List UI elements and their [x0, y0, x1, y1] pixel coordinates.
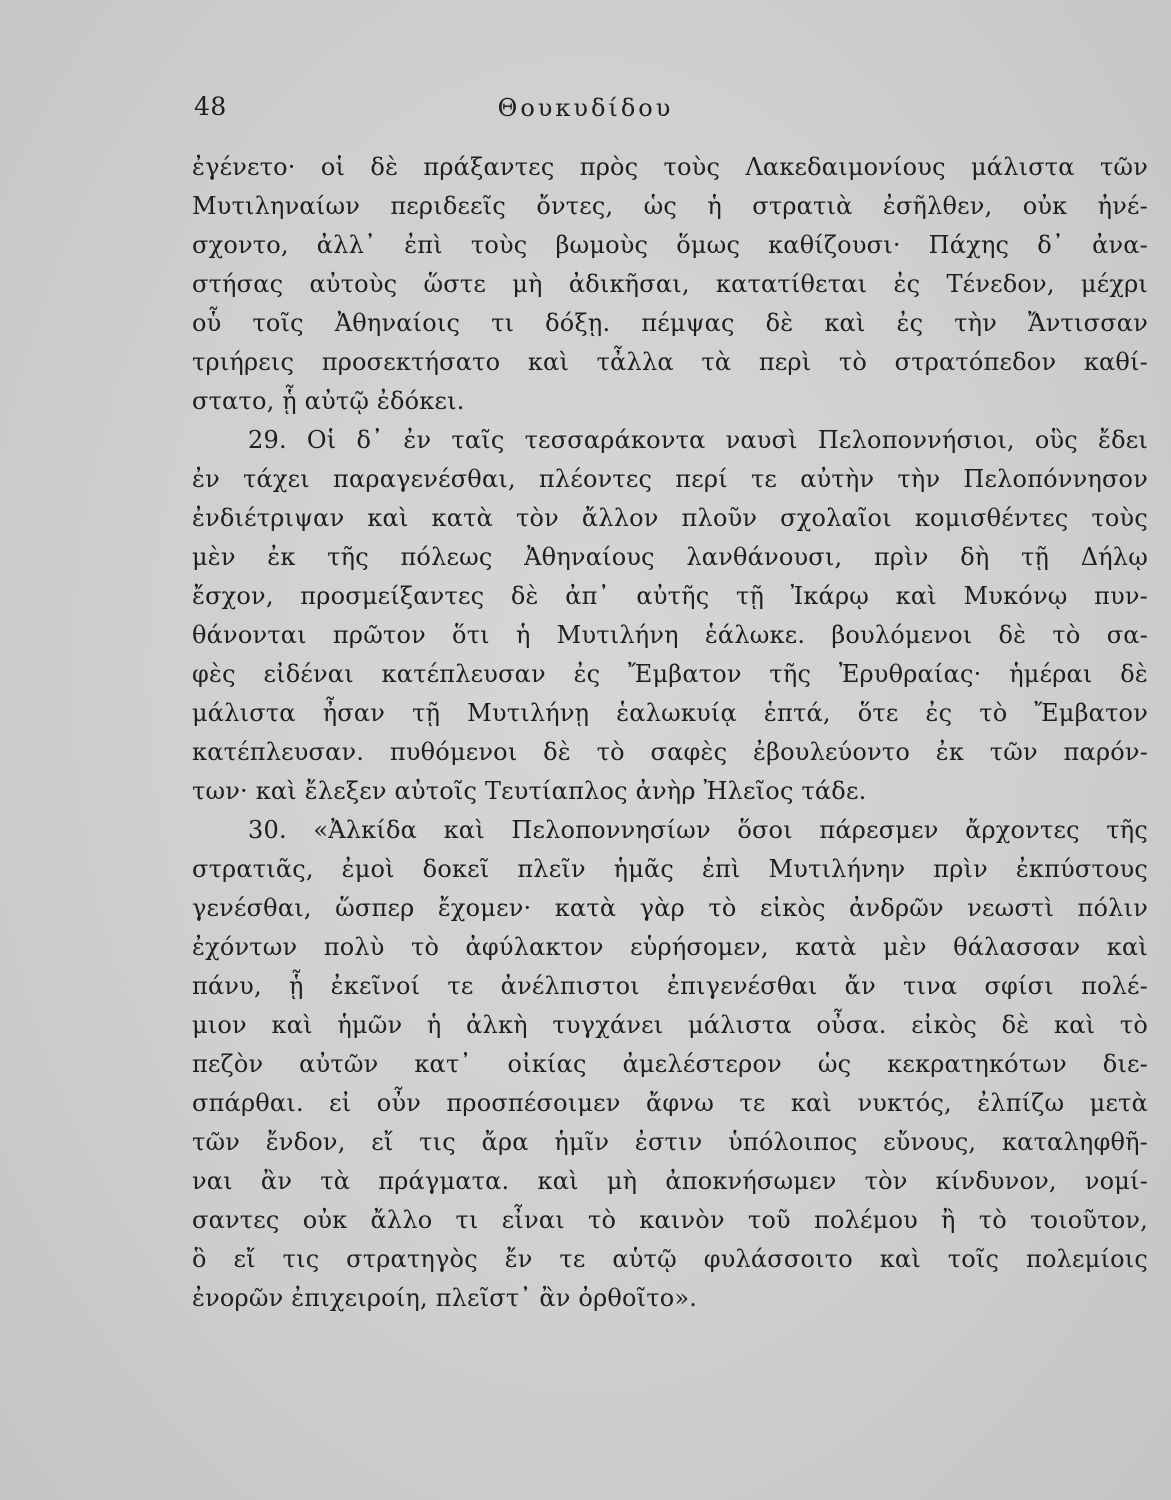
page-number: 48: [194, 92, 227, 121]
text-line: τριήρεις προσεκτήσατο καὶ τἆλλα τὰ περὶ τὸ στρατόπεδον καθί-: [192, 348, 1148, 376]
text-line: ὃ εἴ τις στρατηγὸς ἔν τε αὑτῷ φυλάσσοιτο καὶ τοῖς πολεμίοις: [192, 1245, 1148, 1273]
text-line: ἐνορῶν ἐπιχειροίη, πλεῖστ᾽ ἂν ὀρθοῖτο».: [192, 1284, 698, 1312]
text-line: οὗ τοῖς Ἀθηναίοις τι δόξῃ. πέμψας δὲ καὶ ἐς τὴν Ἄντισσαν: [192, 309, 1148, 337]
text-line: γενέσθαι, ὥσπερ ἔχομεν· κατὰ γὰρ τὸ εἰκὸς ἀνδρῶν νεωστὶ πόλιν: [192, 894, 1148, 922]
text-line: φὲς εἰδέναι κατέπλευσαν ἐς Ἔμβατον τῆς Ἐρυθραίας· ἡμέραι δὲ: [192, 660, 1148, 688]
text-line: ναι ἂν τὰ πράγματα. καὶ μὴ ἀποκνήσωμεν τὸν κίνδυνον, νομί-: [192, 1167, 1148, 1195]
text-line: ἐν τάχει παραγενέσθαι, πλέοντες περί τε αὐτὴν τὴν Πελοπόννησον: [192, 465, 1148, 493]
text-line: των· καὶ ἔλεξεν αὐτοῖς Τευτίαπλος ἀνὴρ Ἠλεῖος τάδε.: [192, 777, 867, 805]
text-line: σχοντο, ἀλλ᾽ ἐπὶ τοὺς βωμοὺς ὅμως καθίζουσι· Πάχης δ᾽ ἀνα-: [192, 231, 1148, 259]
chapter-29-start: 29. Οἱ δ᾽ ἐν ταῖς τεσσαράκοντα ναυσὶ Πελοποννήσιοι, οὓς ἔδει: [248, 426, 1148, 454]
text-line: ἔσχον, προσμείξαντες δὲ ἀπ᾽ αὐτῆς τῇ Ἰκάρῳ καὶ Μυκόνῳ πυν-: [192, 582, 1148, 610]
text-line: μιον καὶ ἡμῶν ἡ ἀλκὴ τυγχάνει μάλιστα οὖσα. εἰκὸς δὲ καὶ τὸ: [192, 1011, 1148, 1039]
text-line: κατέπλευσαν. πυθόμενοι δὲ τὸ σαφὲς ἐβουλεύοντο ἐκ τῶν παρόν-: [192, 738, 1148, 766]
text-line: μάλιστα ἦσαν τῇ Μυτιλήνῃ ἑαλωκυίᾳ ἑπτά, ὅτε ἐς τὸ Ἔμβατον: [192, 699, 1148, 727]
text-line: στήσας αὐτοὺς ὥστε μὴ ἀδικῆσαι, κατατίθεται ἐς Τένεδον, μέχρι: [192, 270, 1148, 298]
text-body: [192, 148, 1148, 1318]
text-line: Μυτιληναίων περιδεεῖς ὄντες, ὡς ἡ στρατιὰ ἐσῆλθεν, οὐκ ἠνέ-: [192, 192, 1148, 220]
text-line: σαντες οὐκ ἄλλο τι εἶναι τὸ καινὸν τοῦ πολέμου ἢ τὸ τοιοῦτον,: [192, 1206, 1148, 1234]
text-line: μὲν ἐκ τῆς πόλεως Ἀθηναίους λανθάνουσι, πρὶν δὴ τῇ Δήλῳ: [192, 543, 1148, 571]
text-line: θάνονται πρῶτον ὅτι ἡ Μυτιλήνη ἑάλωκε. βουλόμενοι δὲ τὸ σα-: [192, 621, 1148, 649]
chapter-30-start: 30. «Ἀλκίδα καὶ Πελοποννησίων ὅσοι πάρεσμεν ἄρχοντες τῆς: [248, 816, 1148, 844]
text-line: στατο, ᾗ αὐτῷ ἐδόκει.: [192, 387, 465, 415]
text-line: πεζὸν αὐτῶν κατ᾽ οἰκίας ἀμελέστερον ὡς κεκρατηκότων διε-: [192, 1050, 1148, 1078]
text-line: ἐνδιέτριψαν καὶ κατὰ τὸν ἄλλον πλοῦν σχολαῖοι κομισθέντες τοὺς: [192, 504, 1148, 532]
text-line: σπάρθαι. εἰ οὖν προσπέσοιμεν ἄφνω τε καὶ νυκτός, ἐλπίζω μετὰ: [192, 1089, 1148, 1117]
text-line: τῶν ἔνδον, εἴ τις ἄρα ἡμῖν ἐστιν ὑπόλοιπος εὔνους, καταληφθῆ-: [192, 1128, 1148, 1156]
text-line: ἐγένετο· οἱ δὲ πράξαντες πρὸς τοὺς Λακεδαιμονίους μάλιστα τῶν: [192, 153, 1148, 181]
text-line: στρατιᾶς, ἐμοὶ δοκεῖ πλεῖν ἡμᾶς ἐπὶ Μυτιλήνην πρὶν ἐκπύστους: [192, 855, 1148, 883]
running-title: Θουκυδίδου: [497, 94, 674, 122]
text-line: πάνυ, ᾗ ἐκεῖνοί τε ἀνέλπιστοι ἐπιγενέσθαι ἄν τινα σφίσι πολέ-: [192, 972, 1148, 1000]
text-line: ἐχόντων πολὺ τὸ ἀφύλακτον εὑρήσομεν, κατὰ μὲν θάλασσαν καὶ: [192, 933, 1148, 961]
